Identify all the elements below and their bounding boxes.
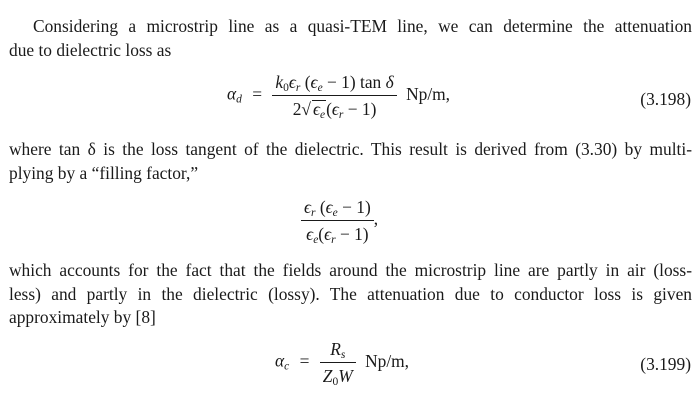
equation-number: (3.198) (640, 89, 691, 109)
expression-text: − 1) (337, 197, 371, 217)
paragraph-line: where tan δ is the loss tangent of the dielectric. This result is derived from (3.30) by multi- (9, 139, 692, 159)
paragraph-line: plying by a “filling factor,” (9, 162, 199, 183)
epsilon-symbol: ϵ (325, 197, 333, 217)
paren: ( (326, 99, 332, 119)
fraction-numerator (272, 72, 396, 96)
subscript: e (313, 234, 319, 246)
subscript: e (319, 109, 326, 121)
paren: ( (315, 197, 326, 217)
paragraph-line: which accounts for the fact that the fields around the microstrip line are partly in air (loss- (9, 260, 692, 280)
epsilon-symbol: ϵ (304, 197, 312, 217)
fraction (272, 72, 396, 119)
delta-symbol: δ (385, 72, 394, 92)
paragraph-filling-factor (9, 138, 692, 185)
epsilon-symbol: ϵ (306, 224, 314, 244)
epsilon-symbol: ϵ (312, 99, 320, 119)
alpha-symbol: α (275, 350, 285, 371)
fraction (320, 339, 356, 386)
trailing-comma: , (373, 208, 379, 229)
paren: ( (318, 224, 325, 244)
paragraph-conductor-loss (9, 259, 692, 330)
expression-text: − 1) tan (322, 72, 386, 92)
subscript: 0 (332, 376, 339, 388)
paragraph-line: less) and partly in the dielectric (lossy). The attenuation due to conductor loss is given (9, 283, 692, 304)
subscript: d (236, 93, 242, 106)
symbol: Z (322, 366, 333, 386)
radical-icon: √ (301, 99, 311, 119)
expression-text: − 1) (335, 224, 369, 244)
symbol: W (338, 366, 353, 386)
equals-sign: = (252, 83, 263, 104)
square-root (312, 99, 326, 121)
equation-filling-factor (301, 197, 378, 244)
fraction-denominator (301, 221, 374, 244)
epsilon-symbol: ϵ (310, 72, 318, 92)
subscript: e (317, 82, 323, 94)
equals-sign: = (299, 350, 310, 371)
epsilon-symbol: ϵ (324, 224, 332, 244)
expression-text: − 1) (343, 99, 377, 119)
equation-number: (3.199) (640, 354, 691, 374)
paragraph-line: Considering a microstrip line as a quasi-TEM line, we can determine the attenuation (33, 16, 692, 36)
subscript: r (311, 207, 316, 219)
epsilon-symbol: ϵ (331, 99, 339, 119)
unit-label: Np/m, (365, 350, 410, 371)
epsilon-symbol: ϵ (288, 72, 296, 92)
paragraph-line: approximately by [8] (9, 307, 156, 327)
coefficient: 2 (292, 99, 302, 119)
symbol: k (275, 72, 284, 92)
subscript: r (338, 109, 344, 121)
subscript: r (331, 234, 336, 246)
symbol: R (330, 339, 341, 359)
unit-label: Np/m, (406, 83, 451, 104)
fraction-numerator (301, 197, 374, 221)
subscript: c (284, 360, 290, 373)
fraction-denominator (272, 96, 396, 119)
subscript: s (340, 349, 346, 361)
subscript: e (332, 207, 338, 219)
fraction (301, 197, 374, 244)
equation-dielectric-attenuation (227, 72, 450, 119)
equation-conductor-attenuation (275, 339, 409, 386)
paragraph-intro (9, 15, 692, 62)
paren: ( (300, 72, 311, 92)
fraction-denominator (320, 363, 356, 386)
fraction-numerator (320, 339, 356, 363)
paragraph-line: due to dielectric loss as (9, 39, 172, 60)
subscript: 0 (283, 82, 289, 94)
alpha-symbol: α (227, 83, 237, 104)
subscript: r (295, 82, 301, 94)
